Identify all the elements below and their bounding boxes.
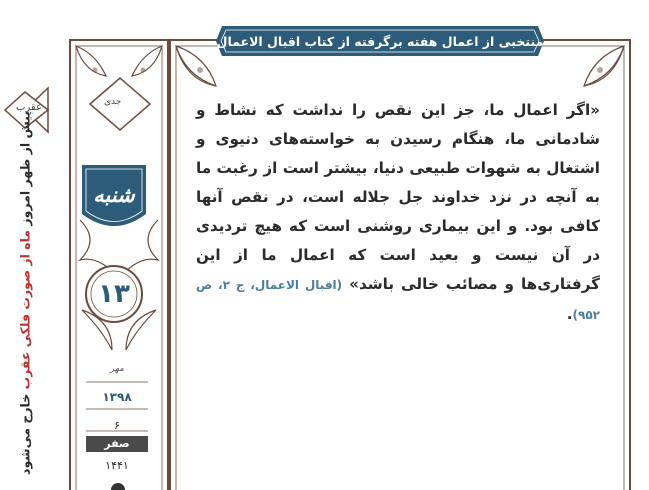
- quote-block: [196, 96, 600, 330]
- day-name: شنبه: [93, 183, 135, 207]
- solar-year: ۱۳۹۸: [102, 390, 132, 404]
- vertical-note: [0, 96, 50, 490]
- solar-month: مهر: [110, 364, 124, 374]
- lunar-day: ۶: [114, 419, 120, 432]
- day-number: ۱۳: [98, 279, 130, 309]
- quote-text: «اگر اعمال ما، جز این نقص را نداشت که نشاط و شادمانی ما، هنگام رسیدن به خواسته‌های دنیوی و اشتغال به شهوات طبیعی دنیا، بیشتر است از رغبت ما به آنچه در نزد خداوند جل جلاله است، در نقص آنها کافی بود. و این بیماری روشنی است که هیچ تردیدی در آن نیست و بعید است که اعمال ما از این گرفتاری‌ها و مصائب خالی باشد»: [196, 101, 600, 293]
- lunar-month: صفر: [86, 436, 148, 452]
- zodiac-label: عقرب: [16, 102, 42, 113]
- vertical-note-highlight: ماه از صورت فلکی عقرب: [17, 229, 33, 390]
- celestial-month-label: جدی: [104, 97, 122, 107]
- vertical-note-prefix: پیش از ظهر امروز: [17, 111, 33, 226]
- lunar-year: ۱۴۴۱: [105, 459, 129, 472]
- quote-source: (اقبال الاعمال، ج ۲، ص ۹۵۲): [196, 278, 600, 322]
- header-title: منتخبی از اعمال هفته برگرفته از کتاب اقبال الاعمال: [216, 33, 544, 49]
- vertical-note-suffix: خارج می‌شود: [17, 393, 33, 475]
- quote-end: .: [566, 305, 573, 323]
